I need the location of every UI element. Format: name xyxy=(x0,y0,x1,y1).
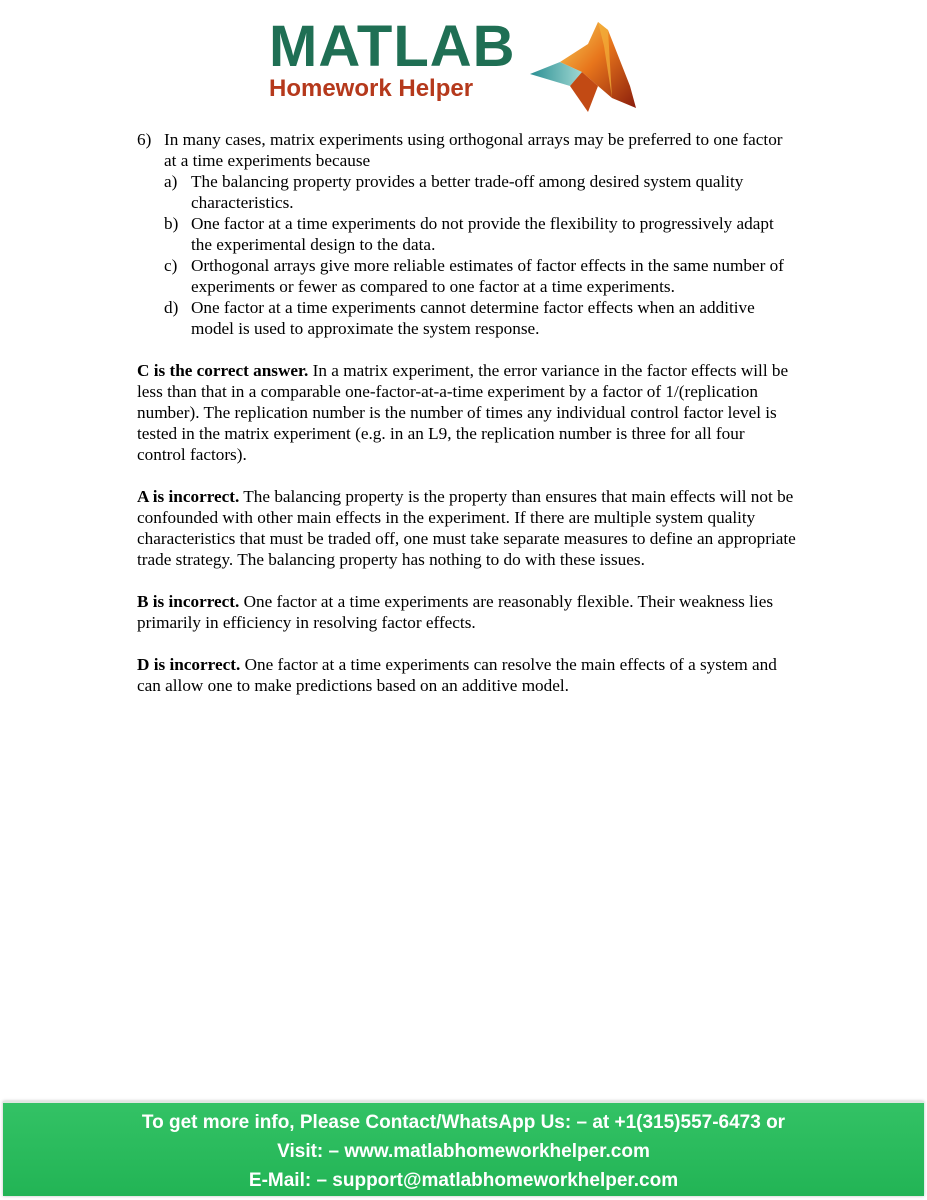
question-number: 6) xyxy=(137,130,152,149)
option-letter: d) xyxy=(164,298,179,317)
logo-title: MATLAB xyxy=(269,14,516,79)
answer-text: One factor at a time experiments are reasonably flexible. Their weakness lies primarily in efficiency in resolving factor effects. xyxy=(137,592,774,632)
answer-lead: A is incorrect. xyxy=(137,487,240,506)
answer-text: One factor at a time experiments can resolve the main effects of a system and can allow one to make predictions based on an additive model. xyxy=(137,655,777,695)
answer-lead: D is incorrect. xyxy=(137,655,241,674)
option-d xyxy=(164,297,797,339)
answer-a-paragraph xyxy=(137,486,797,570)
answer-d-paragraph xyxy=(137,654,797,696)
question-text: In many cases, matrix experiments using orthogonal arrays may be preferred to one factor at a time experiments because xyxy=(164,130,783,170)
option-text: Orthogonal arrays give more reliable estimates of factor effects in the same number of experiments or fewer as compared to one factor at a time experiments. xyxy=(191,256,784,296)
option-a xyxy=(164,171,797,213)
option-letter: b) xyxy=(164,214,179,233)
option-text: One factor at a time experiments do not provide the flexibility to progressively adapt the experimental design to the data. xyxy=(191,214,774,254)
footer-website-line[interactable]: Visit: – www.matlabhomeworkhelper.com xyxy=(277,1141,650,1162)
option-letter: c) xyxy=(164,256,178,275)
contact-footer xyxy=(3,1101,924,1196)
option-text: One factor at a time experiments cannot determine factor effects when an additive model is used to approximate the system response. xyxy=(191,298,755,338)
footer-email-line[interactable]: E-Mail: – support@matlabhomeworkhelper.com xyxy=(248,1170,679,1191)
answer-text: In a matrix experiment, the error variance in the factor effects will be less than that in a comparable one-factor-at-a-time experiment by a factor of 1/(replication number). The replication number is the number of times any individual control factor level is tested in the matrix experiment (e.g. in an L9, the replication number is three for all four control factors). xyxy=(137,361,789,464)
answer-lead: C is the correct answer. xyxy=(137,361,309,380)
answer-b-paragraph xyxy=(137,591,797,633)
option-c xyxy=(164,255,797,297)
option-b xyxy=(164,213,797,255)
answer-c-paragraph xyxy=(137,360,797,465)
option-text: The balancing property provides a better trade-off among desired system quality characteristics. xyxy=(191,172,744,212)
options-list xyxy=(164,171,797,339)
logo-subtitle: Homework Helper xyxy=(269,75,474,102)
answer-text: The balancing property is the property than ensures that main effects will not be confounded with other main effects in the experiment. If there are multiple system quality characteristics that must be traded off, one must take separate measures to define an appropriate trade strategy. The balancing property has nothing to do with these issues. xyxy=(137,487,796,569)
document-body xyxy=(137,129,797,696)
question xyxy=(137,129,797,171)
footer-contact-line: To get more info, Please Contact/WhatsApp Us: – at +1(315)557-6473 or xyxy=(141,1112,786,1133)
option-letter: a) xyxy=(164,172,178,191)
matlab-membrane-icon xyxy=(530,16,640,116)
answer-lead: B is incorrect. xyxy=(137,592,240,611)
logo xyxy=(266,14,646,118)
